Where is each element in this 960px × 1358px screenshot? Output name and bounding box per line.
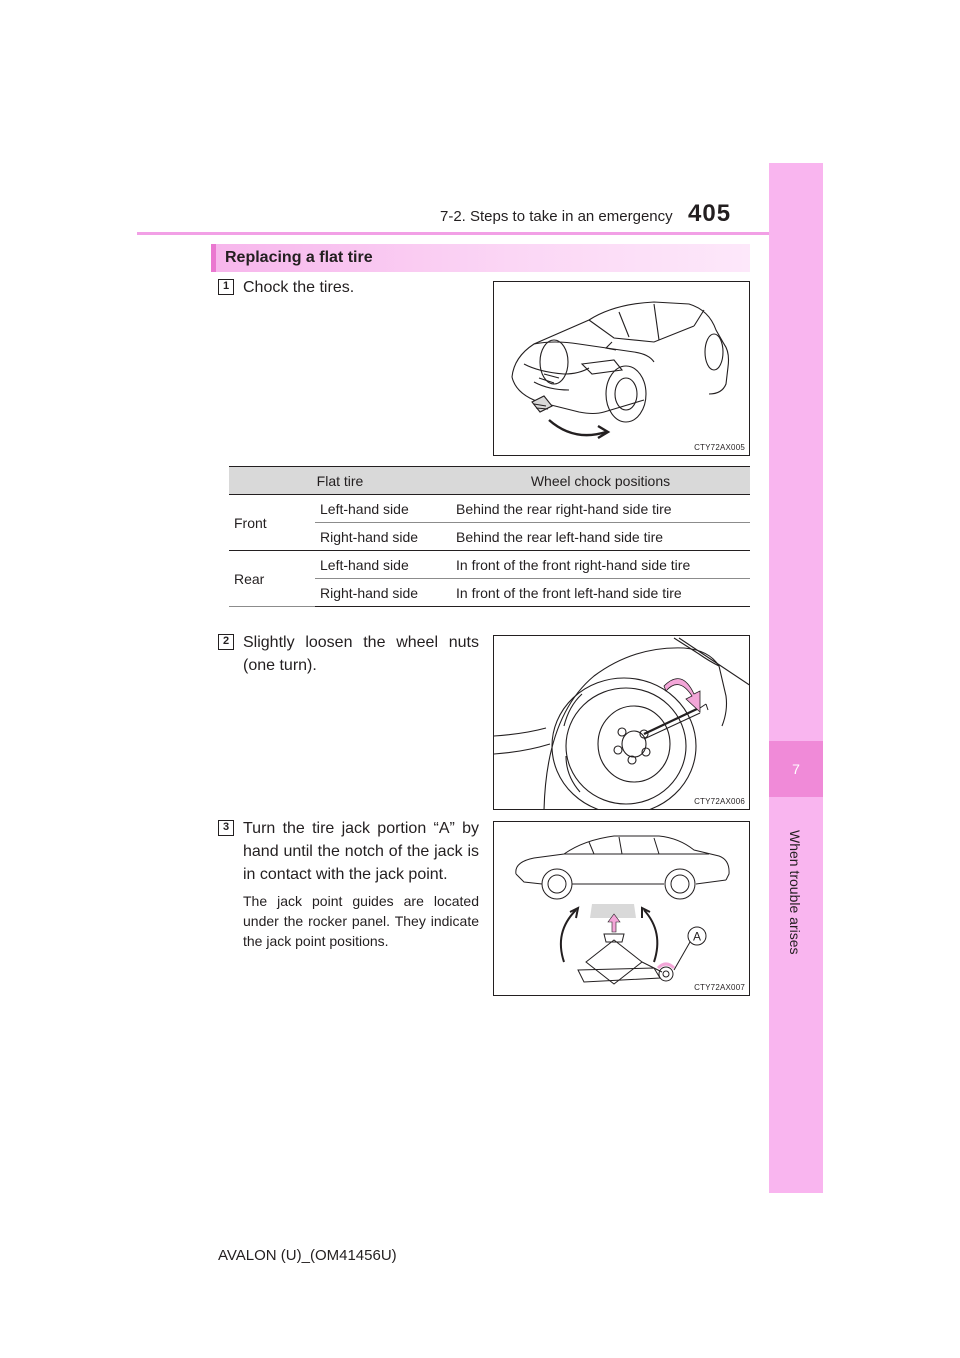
wheel-wrench-illustration	[494, 636, 750, 810]
car-front-illustration	[494, 282, 750, 456]
col-header-flat-tire: Flat tire	[229, 467, 451, 495]
step-number-3: 3	[218, 820, 234, 836]
step-3-text: Turn the tire jack portion “A” by hand until the notch of the jack is in contact with the jack point.	[243, 820, 479, 883]
step-3-note: The jack point guides are located under the rocker panel. They indicate the jack point positions.	[243, 893, 479, 949]
section-heading-bar	[211, 244, 750, 272]
chock-position: Behind the rear right-hand side tire	[451, 495, 750, 523]
tire-side: Left-hand side	[315, 495, 451, 523]
chapter-side-tab	[769, 163, 823, 1193]
figure-jack-point	[493, 821, 750, 996]
table-header-row	[229, 467, 750, 495]
tire-side: Left-hand side	[315, 551, 451, 579]
page-number: 405	[688, 200, 732, 227]
tire-side: Right-hand side	[315, 523, 451, 551]
footer-model: AVALON (U)_(OM41456U)	[218, 1247, 397, 1264]
header-rule	[137, 232, 823, 235]
chock-position: In front of the front left-hand side tire	[451, 579, 750, 607]
chapter-number-tab	[769, 741, 823, 797]
step-2-text: Slightly loosen the wheel nuts (one turn).	[243, 634, 479, 674]
figure-code-1: CTY72AX005	[694, 443, 745, 452]
step-number-2: 2	[218, 634, 234, 650]
col-header-chock-positions: Wheel chock positions	[451, 467, 750, 495]
tire-side: Right-hand side	[315, 579, 451, 607]
chock-position: Behind the rear left-hand side tire	[451, 523, 750, 551]
figure-loosen-wheel-nuts	[493, 635, 750, 810]
running-header: 7-2. Steps to take in an emergency	[440, 208, 673, 225]
section-heading: Replacing a flat tire	[225, 249, 373, 266]
flat-tire-rear: Rear	[229, 551, 315, 607]
table-row	[229, 551, 750, 579]
jack-callout-letter: A	[692, 929, 702, 944]
figure-code-3: CTY72AX007	[694, 983, 745, 992]
table-row	[229, 495, 750, 523]
flat-tire-front: Front	[229, 495, 315, 551]
car-side-jack-illustration	[494, 822, 750, 996]
step-number-1: 1	[218, 279, 234, 295]
wheel-chock-table	[229, 466, 750, 607]
chock-position: In front of the front right-hand side tire	[451, 551, 750, 579]
figure-chock-tires	[493, 281, 750, 456]
step-1-text: Chock the tires.	[243, 279, 355, 296]
chapter-number: 7	[792, 761, 800, 777]
chapter-label: When trouble arises	[787, 830, 803, 955]
figure-code-2: CTY72AX006	[694, 797, 745, 806]
